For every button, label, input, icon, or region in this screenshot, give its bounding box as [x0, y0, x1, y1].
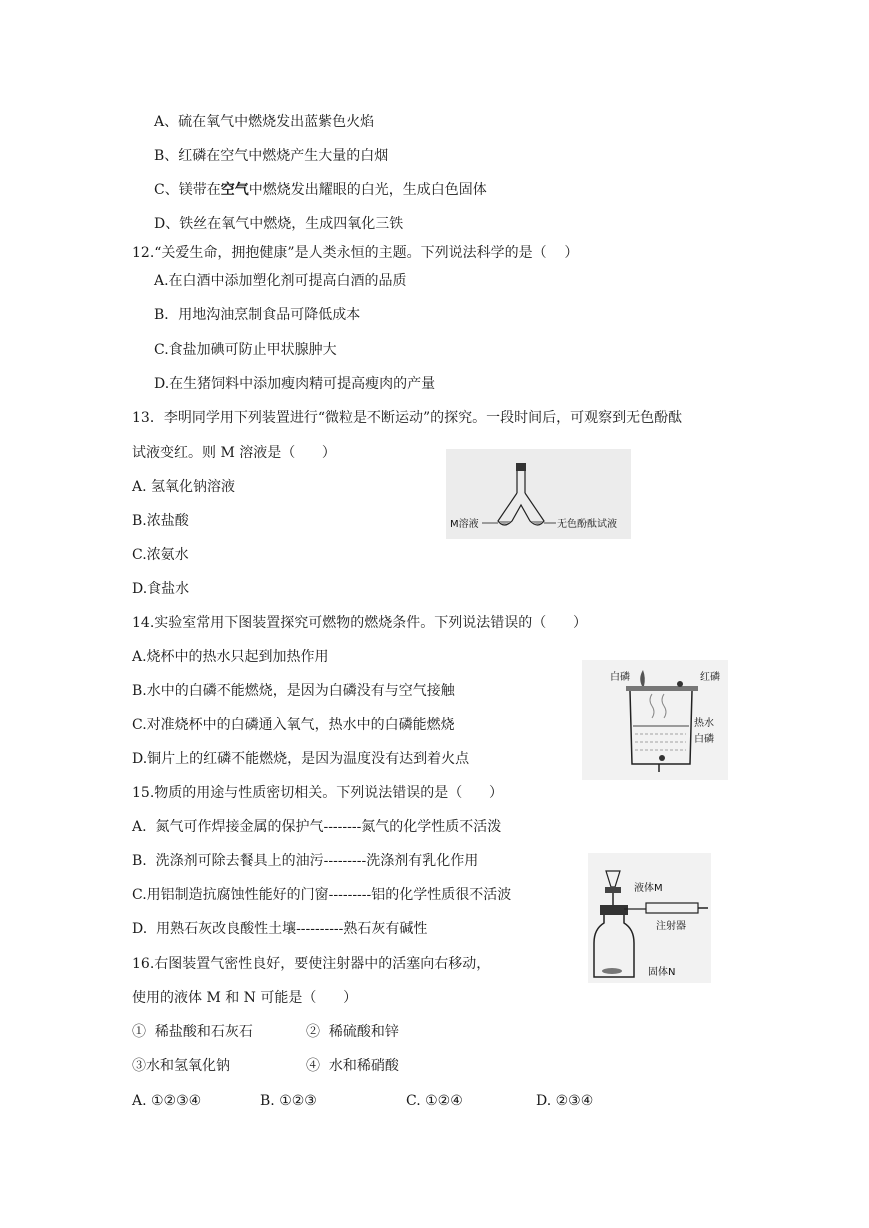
q13-option-b: B.浓盐酸 — [132, 513, 189, 529]
q15-stem: 15.物质的用途与性质密切相关。下列说法错误的是（ ） — [132, 785, 503, 801]
flask-label-solid: 固体N — [648, 967, 676, 978]
q14-stem: 14.实验室常用下图装置探究可燃物的燃烧条件。下列说法错误的（ ） — [132, 615, 587, 631]
q11-option-a: A、硫在氧气中燃烧发出蓝紫色火焰 — [154, 114, 375, 130]
q12-option-d: D.在生猪饲料中添加瘦肉精可提高瘦肉的产量 — [154, 376, 436, 392]
q14-option-d: D.铜片上的红磷不能燃烧，是因为温度没有达到着火点 — [132, 751, 470, 767]
q13-stem-line1: 13．李明同学用下列装置进行“微粒是不断运动”的探究。一段时间后，可观察到无色酚酞 — [132, 410, 683, 426]
q14-option-b: B.水中的白磷不能燃烧，是因为白磷没有与空气接触 — [132, 683, 455, 699]
q11-option-c-prefix: C、镁带在 — [154, 182, 221, 198]
q15-option-c: C.用铝制造抗腐蚀性能好的门窗---------铝的化学性质很不活波 — [132, 887, 512, 903]
q16-choice-1: ① 稀盐酸和石灰石 — [132, 1024, 253, 1040]
q11-option-c-suffix: 中燃烧发出耀眼的白光，生成白色固体 — [248, 182, 487, 198]
flask-syringe-figure — [588, 853, 711, 983]
q11-option-c-emphasis: 空气 — [220, 182, 249, 198]
q13-stem-line2: 试液变红。则 M 溶液是（ ） — [132, 445, 336, 461]
beaker-label-white-p: 白磷 — [610, 672, 630, 683]
q16-answer-d: D. ②③④ — [536, 1093, 594, 1109]
q14-option-a: A.烧杯中的热水只起到加热作用 — [132, 649, 329, 665]
q16-choice-3: ③水和氢氧化钠 — [132, 1058, 230, 1074]
q12-option-a: A.在白酒中添加塑化剂可提高白酒的品质 — [154, 273, 407, 289]
y-tube-label-left: M溶液 — [450, 519, 479, 530]
beaker-label-red-p: 红磷 — [700, 672, 720, 683]
q15-option-b: B. 洗涤剂可除去餐具上的油污---------洗涤剂有乳化作用 — [132, 853, 479, 869]
q16-answer-a: A. ①②③④ — [132, 1093, 202, 1109]
y-tube-label-right: 无色酚酞试液 — [557, 519, 617, 530]
q16-answer-b: B. ①②③ — [260, 1093, 317, 1109]
q15-option-d: D. 用熟石灰改良酸性土壤----------熟石灰有碱性 — [132, 921, 428, 937]
q16-stem-line2: 使用的液体 M 和 N 可能是（ ） — [132, 990, 358, 1006]
q12-option-c: C.食盐加碘可防止甲状腺肿大 — [154, 342, 337, 358]
beaker-figure — [582, 660, 728, 780]
q11-option-d: D、铁丝在氧气中燃烧，生成四氧化三铁 — [154, 216, 404, 232]
q11-option-c — [154, 181, 487, 199]
q11-option-b: B、红磷在空气中燃烧产生大量的白烟 — [154, 148, 389, 164]
q14-option-c: C.对准烧杯中的白磷通入氧气，热水中的白磷能燃烧 — [132, 717, 455, 733]
q13-option-c: C.浓氨水 — [132, 547, 189, 563]
y-tube-figure — [446, 449, 631, 539]
q12-stem: 12.“关爱生命，拥抱健康”是人类永恒的主题。下列说法科学的是（ ） — [132, 245, 579, 261]
q16-answer-c: C. ①②④ — [406, 1093, 463, 1109]
q13-option-a: A. 氢氧化钠溶液 — [132, 479, 236, 495]
beaker-label-white-p-water: 白磷 — [694, 734, 714, 745]
q16-stem-line1: 16.右图装置气密性良好，要使注射器中的活塞向右移动， — [132, 956, 491, 972]
q15-option-a: A. 氮气可作焊接金属的保护气--------氮气的化学性质不活泼 — [132, 819, 502, 835]
flask-label-syringe: 注射器 — [656, 921, 686, 932]
q16-choice-4: ④ 水和稀硝酸 — [306, 1058, 399, 1074]
q13-option-d: D.食盐水 — [132, 581, 190, 597]
q12-option-b: B．用地沟油烹制食品可降低成本 — [154, 307, 361, 323]
beaker-label-hot-water: 热水 — [694, 718, 714, 729]
flask-label-liquid: 液体M — [634, 883, 663, 894]
q16-choice-2: ② 稀硫酸和锌 — [306, 1024, 399, 1040]
